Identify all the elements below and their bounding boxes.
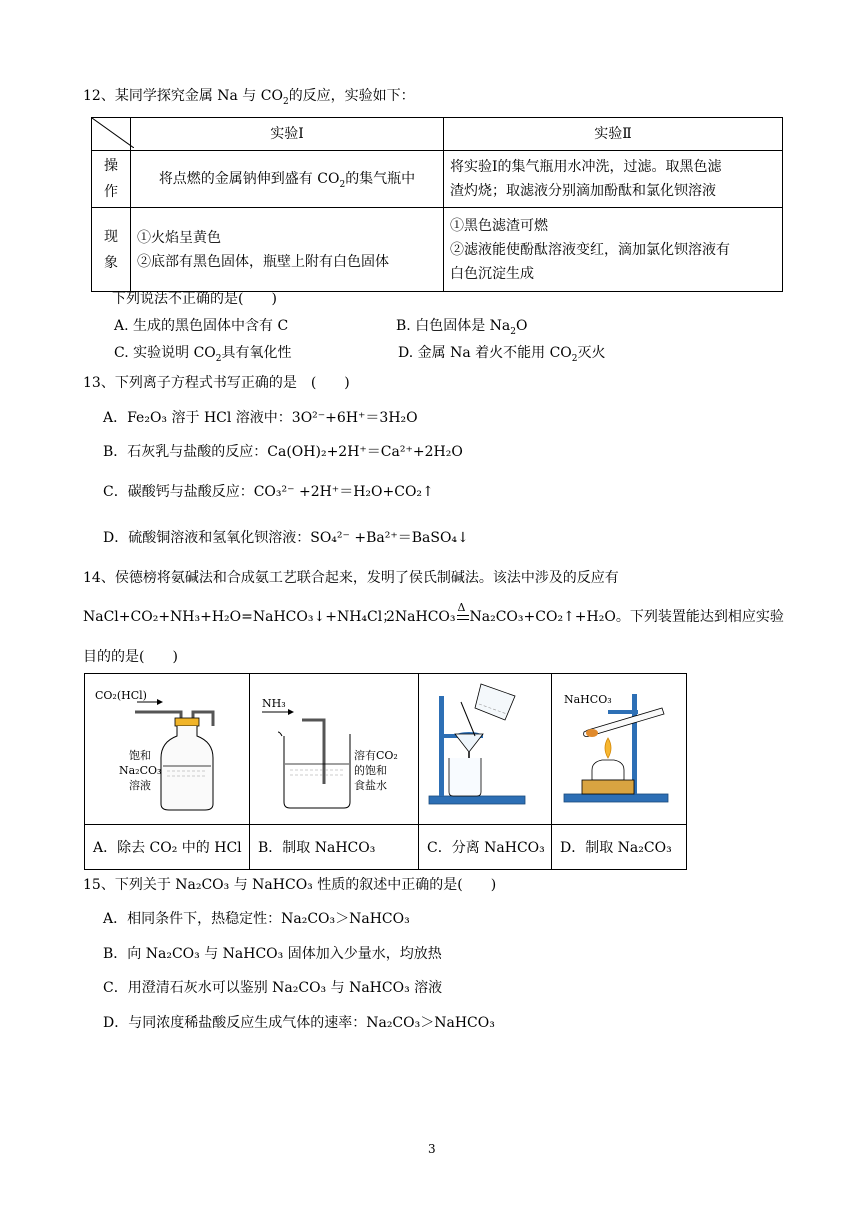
q15-option-a: A．相同条件下，热稳定性：Na₂CO₃＞NaHCO₃ bbox=[103, 911, 410, 927]
table-corner-cell bbox=[92, 118, 131, 151]
q15-title: 15、下列关于 Na₂CO₃ 与 NaHCO₃ 性质的叙述中正确的是( ) bbox=[83, 877, 497, 893]
q14-equation-2: 2NaHCO₃ Δ Na₂CO₃+CO₂↑+H₂O。下列装置能达到相应实验 bbox=[386, 601, 784, 625]
col2-header: 实验Ⅱ bbox=[444, 118, 783, 151]
q15-option-d: D．与同浓度稀盐酸反应生成气体的速率：Na₂CO₃＞NaHCO₃ bbox=[103, 1015, 495, 1031]
fig-a-solution-label-2: Na₂CO₃ bbox=[119, 764, 162, 777]
fig-b-gas-label: NH₃ bbox=[262, 697, 286, 710]
q12-question: 下列说法不正确的是( ) bbox=[112, 291, 277, 307]
row1-exp2: 将实验Ⅰ的集气瓶用水冲洗，过滤。取黑色滤 渣灼烧；取滤液分别滴加酚酞和氯化钡溶液 bbox=[444, 151, 783, 208]
q13-option-c: C．碳酸钙与盐酸反应：CO₃²⁻ +2H⁺＝H₂O+CO₂↑ bbox=[103, 484, 434, 500]
fig-a-gas-washing-bottle bbox=[85, 674, 250, 825]
q13-option-a: A．Fe₂O₃ 溶于 HCl 溶液中：3O²⁻+6H⁺＝3H₂O bbox=[103, 410, 418, 426]
fig-d-reagent-label: NaHCO₃ bbox=[564, 693, 612, 706]
q15-option-c: C．用澄清石灰水可以鉴别 Na₂CO₃ 与 NaHCO₃ 溶液 bbox=[103, 980, 443, 996]
fig-b-solution-label-1: 溶有CO₂ bbox=[354, 749, 398, 762]
q14-title: 14、侯德榜将氨碱法和合成氨工艺联合起来，发明了侯氏制碱法。该法中涉及的反应有 bbox=[83, 570, 619, 586]
q12-option-c: C. 实验说明 $CO_2$具有氧化性 bbox=[114, 345, 292, 364]
q14-apparatus-table bbox=[84, 673, 687, 870]
caption-d: D．制取 Na₂CO₃ bbox=[552, 825, 687, 870]
caption-b: B．制取 NaHCO₃ bbox=[250, 825, 419, 870]
fig-a-gas-label: CO₂(HCl) bbox=[95, 689, 147, 702]
q13-option-b: B．石灰乳与盐酸的反应：Ca(OH)₂+2H⁺＝Ca²⁺+2H₂O bbox=[103, 444, 463, 460]
q12-experiment-table bbox=[91, 117, 783, 292]
fig-b-beaker-ammonia bbox=[250, 674, 419, 825]
filtration-diagram bbox=[419, 674, 551, 820]
fig-b-solution-label-3: 食盐水 bbox=[354, 779, 387, 792]
fig-a-solution-label-1: 饱和 bbox=[129, 749, 151, 762]
page-number: 3 bbox=[428, 1142, 436, 1156]
q12-option-d: D. 金属 Na 着火不能用 $CO_2$灭火 bbox=[398, 345, 606, 364]
caption-a: A．除去 CO₂ 中的 HCl bbox=[85, 825, 250, 870]
q14-title-end: 目的的是( ) bbox=[83, 649, 178, 665]
fig-b-solution-label-2: 的饱和 bbox=[354, 764, 387, 777]
row2-exp1: ①火焰呈黄色 ②底部有黑色固体，瓶壁上附有白色固体 bbox=[131, 208, 444, 292]
q15-option-b: B．向 Na₂CO₃ 与 NaHCO₃ 固体加入少量水，均放热 bbox=[103, 946, 442, 962]
q12-option-b: B. 白色固体是 $Na_2O$ bbox=[396, 318, 528, 337]
fig-c-filtration bbox=[419, 674, 552, 825]
q14-equation-1: NaCl+CO₂+NH₃+H₂O=NaHCO₃↓+NH₄Cl； bbox=[83, 609, 397, 625]
q13-title: 13、下列离子方程式书写正确的是 ( ) bbox=[83, 375, 350, 391]
fig-d-heating-tube bbox=[552, 674, 687, 825]
q12-option-a: A. 生成的黑色固体中含有 C bbox=[114, 318, 289, 334]
q13-option-d: D．硫酸铜溶液和氢氧化钡溶液：SO₄²⁻ +Ba²⁺＝BaSO₄↓ bbox=[103, 530, 469, 546]
col1-header: 实验Ⅰ bbox=[131, 118, 444, 151]
row2-exp2: ①黑色滤渣可燃 ②滤液能使酚酞溶液变红，滴加氯化钡溶液有 白色沉淀生成 bbox=[444, 208, 783, 292]
row1-label: 操作 bbox=[92, 151, 131, 208]
q12-title: 12、某同学探究金属 Na 与 $CO_2$的反应，实验如下： bbox=[83, 88, 415, 107]
caption-c: C．分离 NaHCO₃ bbox=[419, 825, 552, 870]
fig-a-solution-label-3: 溶液 bbox=[129, 779, 151, 792]
diagonal-line bbox=[92, 118, 134, 148]
row2-label: 现象 bbox=[92, 208, 131, 292]
row1-exp1: 将点燃的金属钠伸到盛有 $CO_2$的集气瓶中 bbox=[131, 151, 444, 208]
